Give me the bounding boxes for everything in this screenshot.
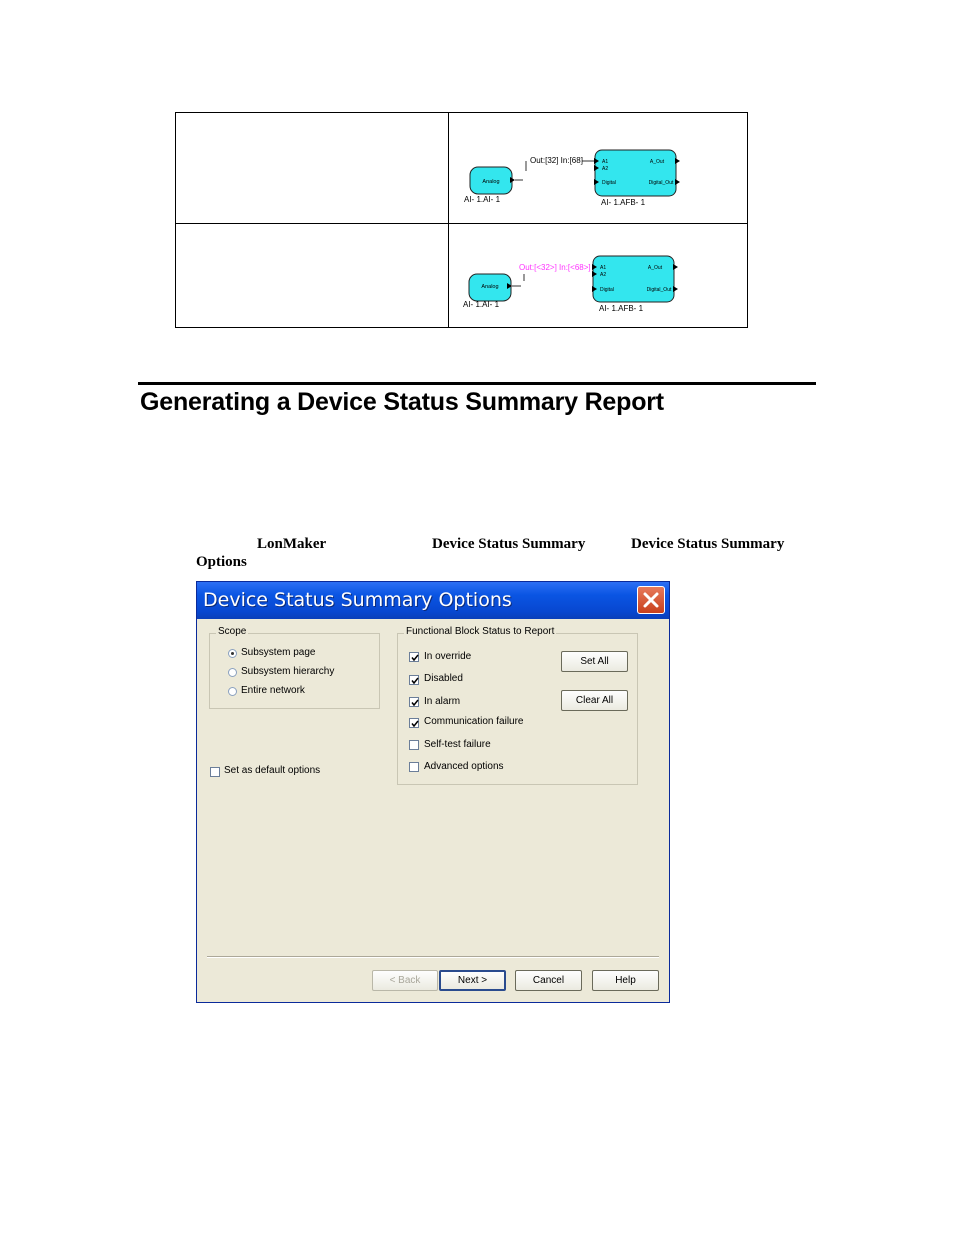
checkbox-label-set-default: Set as default options (224, 765, 321, 776)
scope-group (209, 626, 380, 709)
fb-status-group-label: Functional Block Status to Report (406, 626, 555, 637)
checkmark-icon (410, 676, 420, 686)
source-block-name: AI- 1.AI- 1 (464, 195, 501, 204)
bold-term-options: Options (196, 554, 247, 570)
table-cell-diagram (449, 113, 747, 223)
scope-group-label: Scope (218, 626, 247, 637)
connection-diagram (449, 224, 748, 327)
source-port-label: Analog (481, 284, 499, 290)
radio-subsystem-page[interactable] (228, 649, 237, 658)
close-button[interactable] (637, 586, 665, 614)
dialog-titlebar[interactable] (197, 582, 669, 619)
checkbox-set-default[interactable] (210, 767, 220, 777)
dialog-title: Device Status Summary Options (203, 589, 512, 611)
checkbox-disabled[interactable] (409, 675, 419, 685)
radio-label-subsystem-page: Subsystem page (241, 647, 316, 658)
source-block-name: AI- 1.AI- 1 (463, 300, 500, 309)
target-output-digital: Digital_Out (646, 287, 672, 293)
target-input-a1: A1 (600, 265, 607, 271)
target-block (595, 150, 676, 196)
radio-label-subsystem-hierarchy: Subsystem hierarchy (241, 666, 335, 677)
bold-term-device-status-summary: Device Status Summary (432, 536, 586, 552)
back-button[interactable]: < Back (372, 970, 438, 991)
dialog-separator (207, 956, 659, 958)
target-input-a2: A2 (602, 166, 609, 172)
clear-all-button[interactable]: Clear All (561, 690, 628, 711)
table-cell-diagram (449, 224, 747, 328)
target-input-a2: A2 (600, 272, 607, 278)
heading-rule (138, 382, 816, 385)
radio-subsystem-hierarchy[interactable] (228, 668, 237, 677)
connection-diagram (449, 113, 748, 223)
table-cell-description (176, 224, 449, 328)
target-output-digital: Digital_Out (648, 180, 674, 186)
checkbox-label-advanced-options: Advanced options (424, 761, 504, 772)
device-status-summary-dialog (196, 581, 670, 1003)
bold-term-device-status-summary-2: Device Status Summary (631, 536, 785, 552)
source-port-label: Analog (482, 179, 500, 185)
target-output-a: A_Out (647, 265, 663, 271)
checkbox-in-alarm[interactable] (409, 697, 419, 707)
checkbox-advanced-options[interactable] (409, 762, 419, 772)
bold-term-lonmaker: LonMaker (257, 536, 327, 552)
cancel-button[interactable]: Cancel (515, 970, 582, 991)
checkbox-in-override[interactable] (409, 652, 419, 662)
checkbox-self-test-failure[interactable] (409, 740, 419, 750)
help-button[interactable]: Help (592, 970, 659, 991)
next-button[interactable]: Next > (439, 970, 506, 991)
checkbox-label-disabled: Disabled (424, 673, 463, 684)
target-input-a1: A1 (602, 159, 609, 165)
radio-entire-network[interactable] (228, 687, 237, 696)
checkbox-label-communication-failure: Communication failure (424, 716, 524, 727)
target-block-name: AI- 1.AFB- 1 (599, 304, 644, 313)
checkbox-label-in-alarm: In alarm (424, 696, 461, 707)
table-row (176, 224, 747, 328)
checkmark-icon (410, 698, 420, 708)
target-input-digital: Digital (602, 180, 616, 186)
table-cell-description (176, 113, 449, 223)
target-block (593, 256, 674, 302)
fb-status-group (397, 626, 638, 785)
connection-label: Out:[<32>] In:[<68>] (519, 263, 591, 272)
checkmark-icon (410, 653, 420, 663)
section-heading: Generating a Device Status Summary Report (140, 388, 664, 416)
target-input-digital: Digital (600, 287, 614, 293)
checkbox-label-in-override: In override (424, 651, 472, 662)
target-block-name: AI- 1.AFB- 1 (601, 198, 646, 207)
connection-table (175, 112, 748, 328)
checkbox-communication-failure[interactable] (409, 718, 419, 728)
checkbox-label-self-test-failure: Self-test failure (424, 739, 491, 750)
table-row (176, 113, 747, 224)
connection-label: Out:[32] In:[68] (530, 156, 583, 165)
target-output-a: A_Out (649, 159, 665, 165)
radio-label-entire-network: Entire network (241, 685, 305, 696)
checkmark-icon (410, 719, 420, 729)
set-all-button[interactable]: Set All (561, 651, 628, 672)
close-icon (642, 591, 660, 609)
